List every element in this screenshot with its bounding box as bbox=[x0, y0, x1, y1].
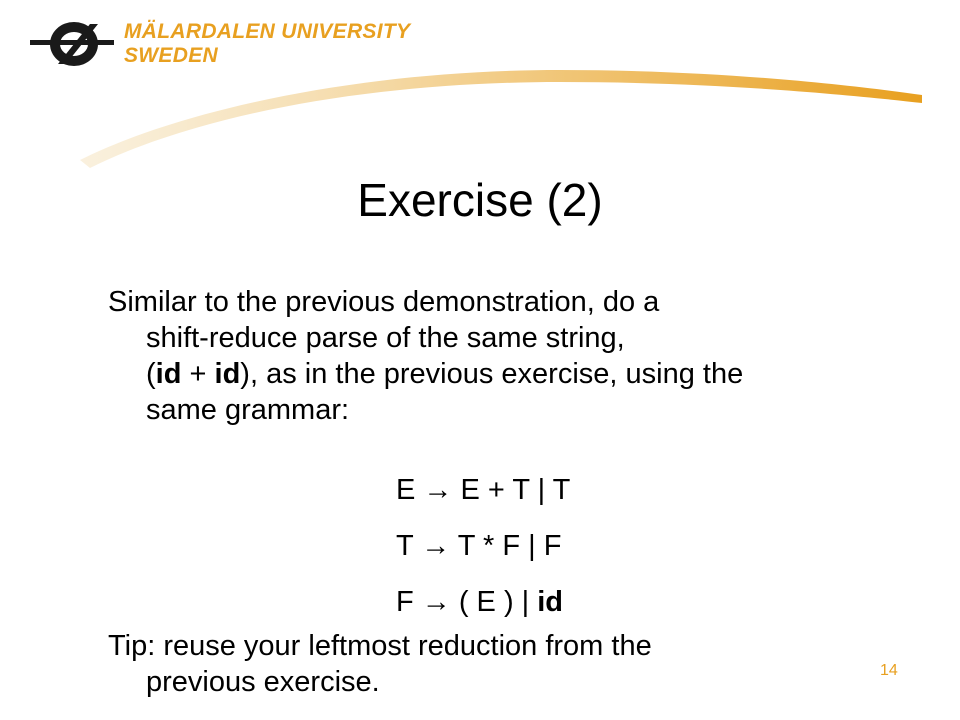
exercise-paragraph bbox=[108, 284, 898, 428]
university-logo-icon bbox=[28, 14, 116, 74]
brand-line-2: SWEDEN bbox=[124, 44, 218, 67]
paragraph-line-4: same grammar: bbox=[146, 394, 350, 426]
brand-text bbox=[124, 20, 410, 68]
grammar-rule-e: E → E + T | T bbox=[396, 474, 571, 506]
paragraph-line-2: shift-reduce parse of the same string, bbox=[146, 322, 625, 354]
paragraph-line-1: Similar to the previous demonstration, do a bbox=[108, 286, 660, 318]
id-keyword: id bbox=[155, 358, 182, 390]
grammar-rule-t: T → T * F | F bbox=[396, 530, 562, 562]
slide-title: Exercise (2) bbox=[357, 174, 603, 226]
id-keyword: id bbox=[214, 358, 241, 390]
brand-line-1: MÄLARDALEN UNIVERSITY bbox=[124, 20, 411, 43]
paragraph-line-3: (id + id), as in the previous exercise, using the bbox=[146, 358, 744, 390]
tip-paragraph bbox=[108, 628, 898, 700]
tip-line-1: Tip: reuse your leftmost reduction from the bbox=[108, 630, 652, 662]
grammar-rule-f: F → ( E ) | id bbox=[396, 586, 564, 618]
tip-line-2: previous exercise. bbox=[146, 666, 380, 698]
grammar-rules bbox=[396, 462, 570, 630]
id-keyword: id bbox=[537, 586, 564, 618]
slide-number: 14 bbox=[880, 662, 898, 679]
